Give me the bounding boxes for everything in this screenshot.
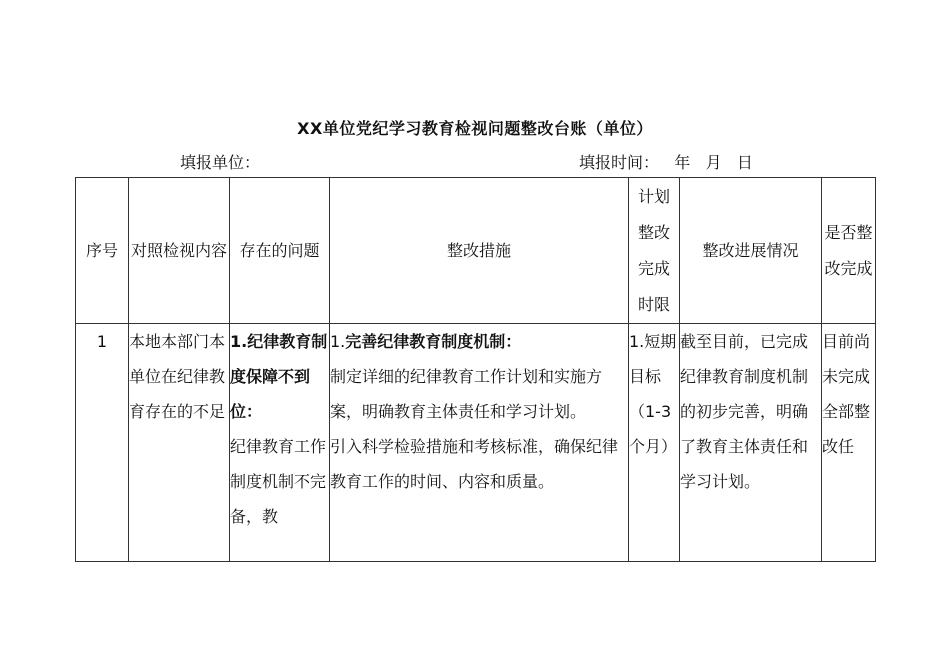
problem-clip xyxy=(230,324,329,556)
measure-prefix: 1. xyxy=(330,332,346,351)
measure-line-2: 引入科学检验措施和考核标准，确保纪律教育工作的时间、内容和质量。 xyxy=(330,437,619,491)
cell-problem xyxy=(230,324,330,562)
header-measures: 整改措施 xyxy=(330,178,629,324)
rectification-ledger-table xyxy=(75,177,876,562)
measure-heading xyxy=(330,324,628,359)
cell-progress: 截至目前，已完成纪律教育制度机制的初步完善，明确了教育主体责任和学习计划。 xyxy=(680,324,822,562)
cell-completed xyxy=(822,324,876,562)
fill-time-line xyxy=(579,150,753,173)
header-check-content: 对照检视内容 xyxy=(129,178,230,324)
header-completed: 是否整改完成 xyxy=(822,178,876,324)
cell-deadline: 1.短期目标（1-3个月） xyxy=(629,324,680,562)
measure-line-1: 制定详细的纪律教育工作计划和实施方案，明确教育主体责任和学习计划。 xyxy=(330,367,603,421)
header-problem: 存在的问题 xyxy=(230,178,330,324)
header-seq: 序号 xyxy=(76,178,129,324)
problem-title: 1.纪律教育制度保障不到位： xyxy=(230,332,328,421)
problem-body: 纪律教育工作制度机制不完备，教 xyxy=(230,437,327,526)
measure-title: 完善纪律教育制度机制： xyxy=(345,332,522,351)
fill-time-label: 填报时间： xyxy=(579,153,660,172)
fill-time-year: 年 xyxy=(674,153,691,172)
header-row xyxy=(76,178,876,324)
fill-time-day: 日 xyxy=(736,153,753,172)
header-deadline: 计划整改完成时限 xyxy=(629,178,680,324)
fill-unit-label: 填报单位： xyxy=(180,153,261,172)
fill-time-month: 月 xyxy=(705,153,722,172)
document-title: XX单位党纪学习教育检视问题整改台账（单位） xyxy=(297,119,653,138)
cell-measures xyxy=(330,324,629,562)
cell-check-content: 本地本部门本单位在纪律教育存在的不足 xyxy=(129,324,230,562)
table-row xyxy=(76,324,876,562)
cell-seq: 1 xyxy=(76,324,129,562)
header-progress: 整改进展情况 xyxy=(680,178,822,324)
completed-clip: 目前尚未完成全部整改任 xyxy=(822,332,871,456)
